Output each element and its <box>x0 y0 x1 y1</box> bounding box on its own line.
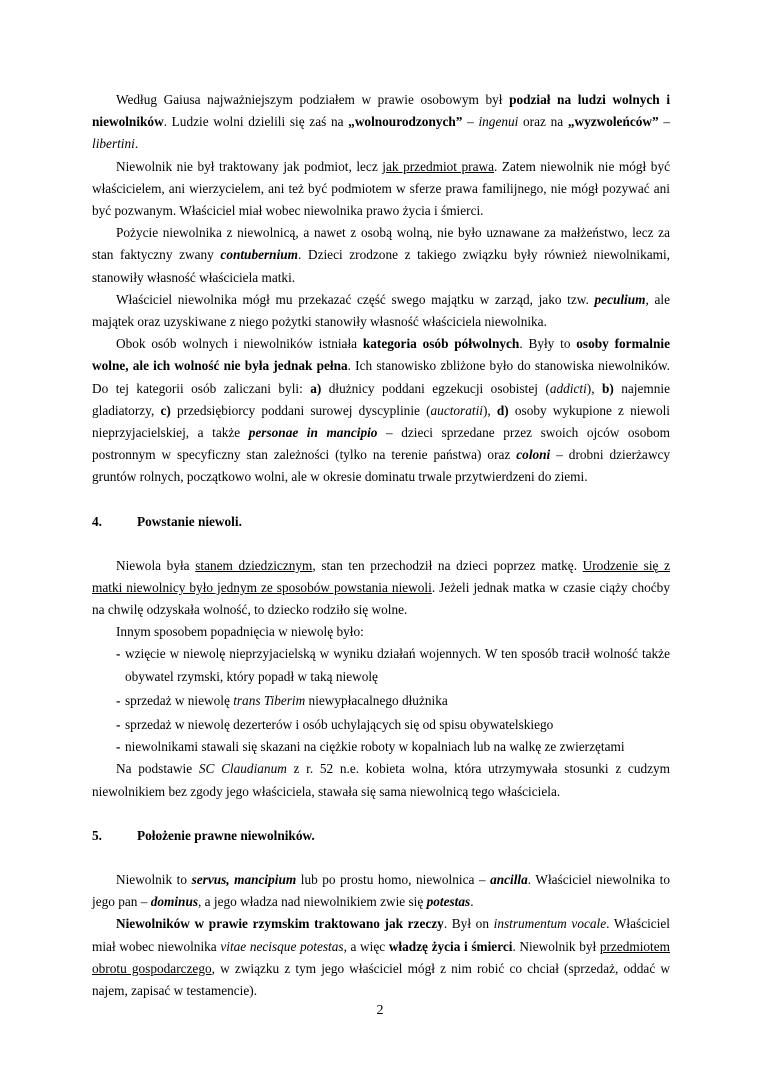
bold-italic-text: contubernium <box>220 247 299 263</box>
page-number: 2 <box>376 1003 384 1018</box>
bold-text: „wyzwoleńców” <box>567 114 659 130</box>
list-item <box>92 714 670 736</box>
italic-text: trans Tiberim <box>233 692 306 708</box>
text: . Dzieci zrodzone z takiego związku były również niewolnikami, stanowiły własność właściciela matki. <box>92 247 670 285</box>
section-title: Położenie prawne niewolników. <box>137 827 315 843</box>
text: . Właściciel niewolnika to jego pan – <box>92 871 671 910</box>
bold-italic-text: coloni <box>516 447 551 463</box>
paragraph-half-free <box>92 333 670 488</box>
list-item-text: niewolnikami stawali się skazani na ciężkie roboty w kopalniach lub na walkę ze zwierzętami <box>125 739 625 755</box>
list-item <box>92 643 670 687</box>
section-number: 5. <box>92 827 102 843</box>
text: oraz na <box>518 114 568 130</box>
text: , a jego władza nad niewolnikiem zwie się <box>198 894 427 910</box>
text: . Właściciel miał wobec niewolnika <box>92 916 670 954</box>
text: osoby wykupione z niewoli nieprzyjacielskiej, a także <box>92 402 670 441</box>
text: Obok osób wolnych i niewolników istniała <box>116 336 363 352</box>
text: ), <box>482 402 497 418</box>
paragraph-contubernium <box>92 222 670 289</box>
section-title: Powstanie niewoli. <box>137 513 242 529</box>
text: . Były to <box>519 336 577 352</box>
text: lub po prostu homo, niewolnica – <box>296 871 491 887</box>
underlined-text: przedmiotem obrotu gospodarczego <box>92 938 670 976</box>
dash-bullet: - <box>116 692 121 708</box>
bold-text: osoby formalnie wolne, ale ich wolność nie była jednak pełna <box>92 336 670 374</box>
text: . Był on <box>443 916 494 932</box>
bold-italic-text: personae in mancipio <box>248 425 378 441</box>
underlined-text: Urodzenie się z matki niewolnicy było jednym ze sposobów powstania niewoli <box>92 557 670 595</box>
text: . Jeżeli jednak matka w czasie ciąży choćby na chwilę odzyskała wolność, to dziecko rodziło się wolne. <box>92 579 670 618</box>
text: – <box>462 114 479 130</box>
underlined-text: jak przedmiot prawa <box>382 158 495 174</box>
text: Niewolnik to <box>116 871 192 887</box>
text: , w związku z tym jego właściciel mógł z nim robić co chciał (sprzedaż, oddać w najem, zapisać w testamencie). <box>92 960 670 998</box>
italic-text: instrumentum vocale <box>493 916 607 932</box>
section-heading-4 <box>92 511 670 533</box>
text: Według Gaiusa najważniejszym podziałem w prawie osobowym był <box>116 92 510 107</box>
text: . Ich stanowisko zbliżone było do stanowiska niewolników. Do tej kategorii osób zaliczani byli: <box>92 358 670 396</box>
text: Pożycie niewolnika z niewolnicą, a nawet z osobą wolną, nie było uznawane za małżeństwo, lecz za stan faktyczny zwany <box>92 225 670 263</box>
italic-text: addicti <box>549 380 587 396</box>
list-item-text: wzięcie w niewolę nieprzyjacielską w wyniku działań wojennych. W ten sposób tracił wolność także obywatel rzymski, który popadł w taką niewolę <box>125 646 670 684</box>
paragraph-sc-claudianum <box>92 758 670 802</box>
list-marker: d) <box>496 402 509 418</box>
text: . Zatem niewolnik nie mógł być właścicielem, ani wierzycielem, ani też być podmiotem w sferze prawa familijnego, nie mógł pozywać ani być pozwanym. Właściciel miał wobec niewolnika prawo życia i śmierci. <box>92 158 670 219</box>
text: , ale majątek oraz uzyskiwane z niego pożytki stanowiły własność właściciela niewolnika. <box>92 291 670 330</box>
paragraph-gaius-division <box>92 89 670 156</box>
section-number: 4. <box>92 513 102 529</box>
text: z r. 52 n.e. kobieta wolna, która utrzymywała stosunki z cudzym niewolnikiem bez zgody jego właściciela, stawała się sama niewolnicą tego właściciela. <box>92 761 671 799</box>
paragraph-hereditary-slavery <box>92 555 670 622</box>
text: . <box>470 894 474 910</box>
text: – dzieci sprzedane przez swoich ojców osobom postronnym w specyficzny stan zależności (tylko na terenie państwa) oraz <box>92 425 670 463</box>
dash-bullet: - <box>116 646 121 662</box>
ways-list <box>92 643 670 758</box>
section-heading-5 <box>92 825 670 847</box>
text: Niewola była <box>116 557 196 573</box>
bold-italic-text: peculium <box>594 291 646 307</box>
italic-text: vitae necisque potestas <box>220 938 344 954</box>
paragraph-peculium <box>92 289 670 333</box>
bold-text: kategoria osób półwolnych <box>362 336 520 352</box>
list-marker: a) <box>310 380 322 396</box>
text: Niewolnik nie był traktowany jak podmiot, lecz <box>116 158 383 174</box>
list-item <box>92 736 670 758</box>
text: , a więc <box>343 938 389 954</box>
bold-italic-text: ancilla <box>490 871 528 887</box>
list-item <box>92 690 670 712</box>
italic-text: libertini <box>92 136 135 152</box>
text: . Ludzie wolni dzielili się zaś na <box>163 114 349 130</box>
text: Na podstawie <box>116 761 199 777</box>
bold-text: władzę życia i śmierci <box>388 938 513 954</box>
text: , stan ten przechodził na dzieci poprzez matkę. <box>312 557 583 573</box>
text: najemnie gladiatorzy, <box>92 380 670 418</box>
italic-text: ingenui <box>478 114 519 130</box>
bold-italic-text: dominus <box>150 894 199 910</box>
paragraph-slaves-as-things <box>92 913 670 1002</box>
paragraph-servus <box>92 869 670 913</box>
text: . Niewolnik był <box>512 938 600 954</box>
list-marker: b) <box>601 380 614 396</box>
bold-text: „wolnourodzonych” <box>348 114 463 130</box>
list-marker: c) <box>160 402 171 418</box>
italic-text: SC Claudianum <box>198 761 287 777</box>
list-item-text: sprzedaż w niewolę dezerterów i osób uchylających się od spisu obywatelskiego <box>125 717 554 733</box>
dash-bullet: - <box>116 739 121 755</box>
paragraph-other-ways: Innym sposobem popadnięcia w niewolę było: <box>116 624 364 640</box>
text: . <box>134 136 139 152</box>
bold-text: podział na ludzi wolnych i niewolników <box>92 92 671 130</box>
document-page <box>92 89 670 1002</box>
italic-text: auctoratii <box>430 402 483 418</box>
text: dłużnicy poddani egzekucji osobistej ( <box>321 380 550 396</box>
text: przedsiębiorcy poddani surowej dyscyplinie ( <box>170 402 431 418</box>
text: ), <box>586 380 602 396</box>
paragraph-slave-as-object <box>92 156 670 223</box>
bold-italic-text: potestas <box>426 894 471 910</box>
bold-text: Niewolników w prawie rzymskim traktowano jak rzeczy <box>116 916 444 932</box>
list-item-text: niewypłacalnego dłużnika <box>305 692 448 708</box>
text: – <box>658 114 670 130</box>
underlined-text: stanem dziedzicznym <box>195 557 313 573</box>
text: – drobni dzierżawcy gruntów rolnych, początkowo wolni, ale w okresie dominatu trwale przytwierdzeni do ziemi. <box>92 447 670 485</box>
bold-italic-text: servus, mancipium <box>191 871 297 887</box>
dash-bullet: - <box>116 717 121 733</box>
text: Właściciel niewolnika mógł mu przekazać część swego majątku w zarząd, jako tzw. <box>116 291 595 307</box>
list-item-text: sprzedaż w niewolę <box>125 692 234 708</box>
